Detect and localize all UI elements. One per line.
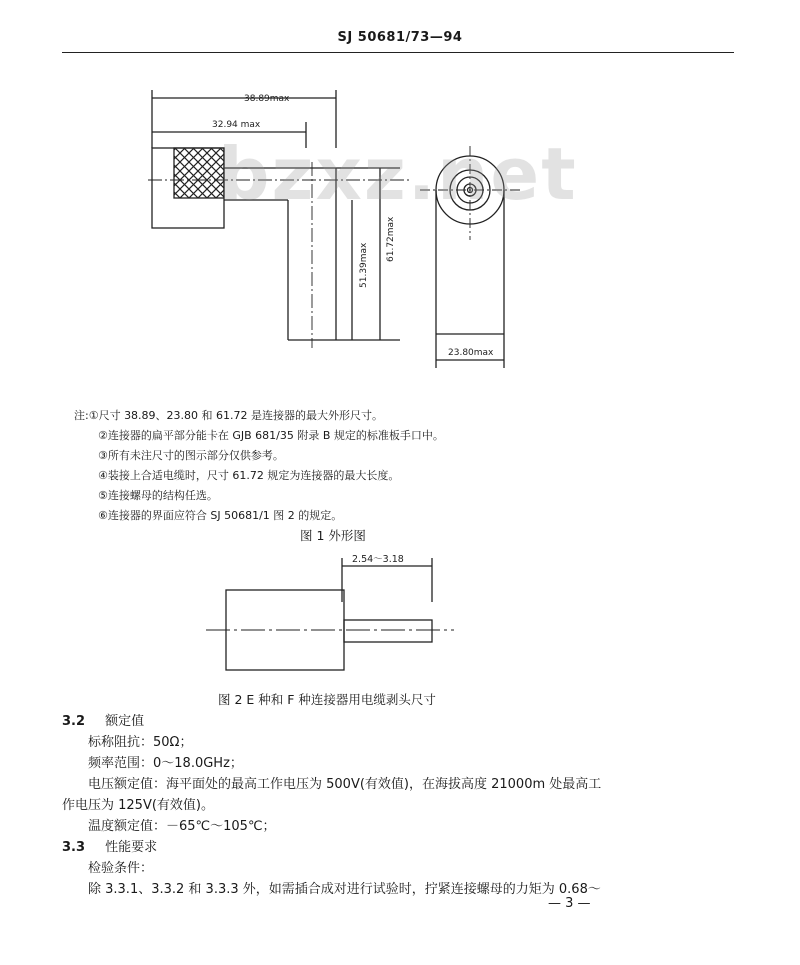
note-item: ⑥连接器的界面应符合 SJ 50681/1 图 2 的规定。 — [98, 509, 343, 522]
dim-strip-length: 2.54～3.18 — [352, 554, 404, 565]
watermark: bzxz.net — [218, 132, 578, 216]
page-number: — 3 — — [548, 896, 591, 911]
note-item: ②连接器的扁平部分能卡在 GJB 681/35 附录 B 规定的标准板手口中。 — [98, 429, 444, 442]
test-conditions-text: 除 3.3.1、3.3.2 和 3.3.3 外，如需插合成对进行试验时，拧紧连接螺母的力矩为 0.68～ — [88, 882, 601, 897]
rating-impedance: 标称阻抗：50Ω； — [88, 735, 193, 750]
rating-voltage-line1: 电压额定值：海平面处的最高工作电压为 500V(有效值)，在海拔高度 21000m 处最高工 — [88, 777, 602, 792]
section-3-3-heading — [62, 836, 157, 855]
section-number: 3.3 — [62, 840, 86, 855]
rating-temperature: 温度额定值：－65℃～105℃； — [88, 819, 276, 834]
standard-code: SJ 50681/73—94 — [337, 30, 463, 45]
note-item: ⑤连接螺母的结构任选。 — [98, 489, 218, 502]
section-3-2-heading — [62, 710, 144, 729]
dim-overall-width: 38.89max — [244, 94, 290, 104]
figure-2-drawing — [0, 540, 800, 680]
test-conditions-label: 检验条件： — [88, 861, 154, 876]
rating-frequency: 频率范围：0～18.0GHz； — [88, 756, 243, 771]
dim-body-width: 32.94 max — [212, 120, 261, 130]
note-item: 注:①尺寸 38.89、23.80 和 61.72 是连接器的最大外形尺寸。 — [74, 409, 384, 422]
note-item: ③所有未注尺寸的图示部分仅供参考。 — [98, 449, 284, 462]
section-number: 3.2 — [62, 714, 86, 729]
dim-side-width: 23.80max — [448, 348, 494, 358]
section-title: 性能要求 — [105, 840, 158, 855]
figure-2-caption: 图 2 E 种和 F 种连接器用电缆剥头尺寸 — [218, 692, 436, 707]
note-item: ④装接上合适电缆时，尺寸 61.72 规定为连接器的最大长度。 — [98, 469, 400, 482]
figure-1-caption: 图 1 外形图 — [300, 528, 366, 543]
section-title: 额定值 — [105, 714, 145, 729]
rating-voltage-line2: 作电压为 125V(有效值)。 — [62, 798, 214, 813]
dim-height-overall: 61.72max — [386, 216, 396, 262]
dim-height-inner: 51.39max — [359, 242, 369, 288]
